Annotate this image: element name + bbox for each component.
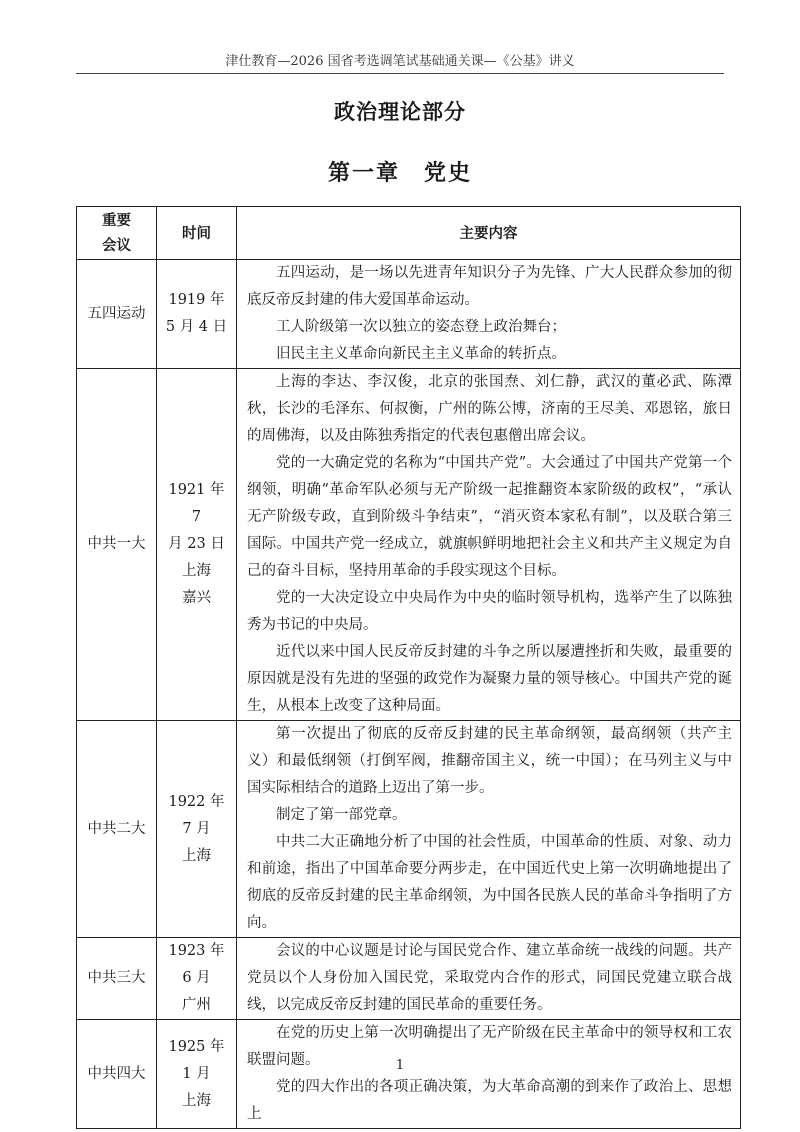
part-title: 政治理论部分: [334, 99, 466, 124]
content-paragraph: 中共二大正确地分析了中国的社会性质，中国革命的性质、对象、动力和前途，指出了中国革命要分两步走，在中国近代史上第一次明确地提出了彻底的反帝反封建的民主革命纲领，为中国各民族人民的革命斗争指明了方向。: [247, 834, 732, 931]
content-paragraph: 工人阶级第一次以独立的姿态登上政治舞台；: [276, 319, 566, 335]
meeting-time-line: 月 23 日: [168, 536, 225, 552]
table-row: [77, 721, 741, 938]
content-paragraph: 近代以来中国人民反帝反封建的斗争之所以屡遭挫折和失败，最重要的原因就是没有先进的坚强的政党作为凝聚力量的领导核心。中国共产党的诞生，从根本上改变了这种局面。: [247, 644, 732, 714]
table-row: [77, 1020, 741, 1129]
meeting-time: [157, 369, 237, 721]
meetings-table: [76, 206, 741, 1129]
col-header-meeting: [77, 207, 157, 260]
meeting-name: 中共四大: [77, 1020, 157, 1129]
meeting-time-line: 上海: [182, 563, 211, 579]
meeting-time: [157, 721, 237, 938]
meeting-name: 中共三大: [77, 938, 157, 1020]
meeting-content: [237, 1020, 741, 1129]
col-header-content: 主要内容: [237, 207, 741, 260]
content-paragraph: 五四运动，是一场以先进青年知识分子为先锋、广大人民群众参加的彻底反帝反封建的伟大爱国革命运动。: [247, 265, 732, 308]
meeting-time-line: 6 月: [182, 970, 211, 986]
meeting-time-line: 1923 年: [168, 943, 225, 959]
meeting-time-line: 1 月: [182, 1065, 211, 1082]
meeting-time-line: 上海: [182, 847, 211, 864]
table-row: [77, 260, 741, 369]
content-paragraph: 上海的李达、李汉俊，北京的张国焘、刘仁静，武汉的董必武、陈潭秋，长沙的毛泽东、何叔衡，广州的陈公博，济南的王尽美、邓恩铭，旅日的周佛海，以及由陈独秀指定的代表包惠僧出席会议。: [247, 374, 732, 444]
content-paragraph: 党的一大确定党的名称为“中国共产党”。大会通过了中国共产党第一个纲领，明确“革命军队必须与无产阶级一起推翻资本家阶级的政权”，“承认无产阶级专政，直到阶级斗争结束”，“消灭资本家私有制”，以及联合第三国际。中国共产党一经成立，就旗帜鲜明地把社会主义和共产主义规定为自己的奋斗目标，坚持用革命的手段实现这个目标。: [247, 455, 732, 579]
content-paragraph: 旧民主主义革命向新民主主义革命的转折点。: [276, 346, 566, 362]
content-paragraph: 第一次提出了彻底的反帝反封建的民主革命纲领，最高纲领（共产主义）和最低纲领（打倒军阀，推翻帝国主义，统一中国）；在马列主义与中国实际相结合的道路上迈出了第一步。: [247, 726, 732, 796]
chapter-title: 第一章 党史: [327, 160, 472, 186]
meeting-time-line: 上海: [182, 1092, 211, 1109]
meeting-time-line: 嘉兴: [182, 590, 211, 606]
meeting-content: [237, 721, 741, 938]
meeting-content: [237, 938, 741, 1020]
running-header: 津仕教育—2026 国省考选调笔试基础通关课—《公基》讲义: [225, 54, 575, 69]
content-paragraph: 党的四大作出的各项正确决策，为大革命高潮的到来作了政治上、思想上: [247, 1079, 732, 1122]
content-paragraph: 在党的历史上第一次明确提出了无产阶级在民主革命中的领导权和工农联盟问题。: [247, 1025, 732, 1068]
page-number: 1: [395, 1058, 405, 1073]
col-header-meeting-line: 重要: [102, 211, 131, 229]
meeting-time-line: 广州: [182, 997, 211, 1013]
meeting-name: 中共一大: [77, 369, 157, 721]
meeting-time-line: 5 月 4 日: [165, 319, 228, 335]
meeting-time-line: 1922 年: [168, 793, 225, 810]
content-paragraph: 党的一大决定设立中央局作为中央的临时领导机构，选举产生了以陈独秀为书记的中央局。: [247, 590, 732, 633]
content-paragraph: 会议的中心议题是讨论与国民党合作、建立革命统一战线的问题。共产党员以个人身份加入国民党，采取党内合作的形式，同国民党建立联合战线，以完成反帝反封建的国民革命的重要任务。: [247, 943, 732, 1013]
col-header-meeting-line: 会议: [102, 236, 131, 254]
table-header-row: [77, 207, 741, 260]
meeting-content: [237, 369, 741, 721]
meeting-time-line: 7 月: [182, 820, 211, 837]
meeting-time: [157, 938, 237, 1020]
table-row: [77, 938, 741, 1020]
meeting-time: [157, 1020, 237, 1129]
meeting-content: [237, 260, 741, 369]
meeting-time-line: 1921 年 7: [168, 482, 225, 525]
meeting-time-line: 1919 年: [168, 292, 225, 308]
header-rule: [76, 73, 724, 74]
content-paragraph: 制定了第一部党章。: [276, 807, 407, 823]
meeting-name: 五四运动: [77, 260, 157, 369]
table-row: [77, 369, 741, 721]
meeting-time-line: 1925 年: [168, 1038, 225, 1055]
col-header-time: 时间: [157, 207, 237, 260]
meeting-name: 中共二大: [77, 721, 157, 938]
meeting-time: [157, 260, 237, 369]
